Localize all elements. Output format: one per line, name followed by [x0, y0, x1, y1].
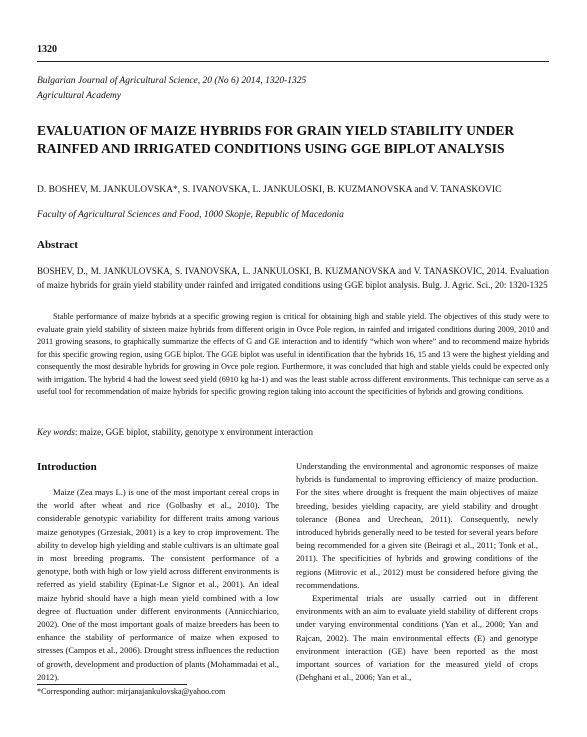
abstract-heading: Abstract: [37, 239, 78, 251]
right-column: [296, 460, 538, 684]
left-column: [37, 460, 279, 684]
journal-citation-line: Bulgarian Journal of Agricultural Science, 20 (No 6) 2014, 1320-1325: [37, 76, 307, 86]
journal-publisher-line: Agricultural Academy: [37, 91, 121, 101]
intro-paragraph-3: Experimental trials are usually carried out in different environments with an aim to evaluate yield stability of different crops under varying environmental conditions (Yan et al., 2000; Yan and Rajcan, 2002). The main environmental effects (E) and genotype environment interaction (GE) have been reported as the most important sources of variation for the measured yield of crops (Dehghani et al., 2006; Yan et al.,: [296, 593, 538, 683]
citation: BOSHEV, D., M. JANKULOVSKA, S. IVANOVSKA, L. JANKULOSKI, B. KUZMANOVSKA and V. TANASKOVIC, 2014. Evaluation of maize hybrids for grain yield stability under rainfed and irrigated conditions using GGE biplot analysis. Bulg. J. Agric. Sci., 20: 1320-1325: [37, 266, 549, 290]
author-list: D. BOSHEV, M. JANKULOVSKA*, S. IVANOVSKA, L. JANKULOSKI, B. KUZMANOVSKA and V. TANASKOVIC: [37, 185, 502, 195]
keywords-label: Key words: [37, 427, 75, 437]
intro-paragraph-2: Understanding the environmental and agronomic responses of maize hybrids is fundamental to improving efficiency of maize production. For the sites where drought is frequent the main objectives of maize breeding, besides yielding capacity, are yield stability and drought tolerance (Bonea and Urechean, 2011). Consequently, newly introduced hybrids generally need to be tested for several years before being recommended for a given site (Beiragi et al., 2011; Tonk et al., 2011). The specificities of hybrids and growing conditions of the regions (Mitrovic et al., 2012) must be considered before giving the recommendations.: [296, 461, 538, 590]
abstract-text: Stable performance of maize hybrids at a specific growing region is critical for obtaining high and stable yield. The objectives of this study were to evaluate grain yield stability of sixteen maize hybrids from different origin in Ovce Pole region, in rainfed and irrigated conditions during 2009, 2010 and 2011 growing seasons, to graphically summarize the effects of G and GE interaction and to identify “which won where” and to recommend maize hybrids for this specific growing region, using GGE biplot. The GGE biplot was useful in identification that the hybrids 16, 15 and 13 were the highest yielding and consequently the most desirable hybrids for growing in Ovce pole region. Furthermore, it was concluded that high and stable yields could be expected only with irrigation. The hybrid 4 had the lowest seed yield (6910 kg ha-1) and was the least stable across different environments. This technique can serve as a useful tool for recommendation of maize hybrids for specific growing region taking into account the specificities of hybrids and growing conditions.: [37, 312, 549, 396]
journal-info: [37, 74, 306, 104]
page-number: 1320: [37, 44, 57, 55]
footnote: *Corresponding author: mirjanajankulovska@yahoo.com: [37, 687, 226, 696]
article-title: EVALUATION OF MAIZE HYBRIDS FOR GRAIN YIELD STABILITY UNDER RAINFED AND IRRIGATED CONDITIONS USING GGE BIPLOT ANALYSIS: [37, 123, 515, 156]
intro-paragraph-1: Maize (Zea mays L.) is one of the most important cereal crops in the world after wheat and rice (Golbashy et al., 2010). The considerable genotypic variability for different traits among various maize genotypes (Grzesiak, 2001) is a key to crop improvement. The ability to develop high yielding and stable cultivars is an ultimate goal in most breeding programs. The consistent performance of a genotype, both with high or low yield across different environments is referred as yield stability (Epinat-Le Signor et al., 2001). An ideal maize hybrid should have a high mean yield combined with a low degree of fluctuation under different environments (Annicchiarico, 2002). One of the most important goals of maize breeders has been to enhance the stability of performance of maize when exposed to stresses (Campos et al., 2006). Drought stress influences the reduction of growth, development and production of plants (Mohammadai et al., 2012).: [37, 487, 279, 682]
keywords-text: : maize, GGE biplot, stability, genotype x environment interaction: [74, 427, 314, 437]
header-rule: [37, 61, 549, 62]
affiliation: Faculty of Agricultural Sciences and Food, 1000 Skopje, Republic of Macedonia: [37, 210, 344, 220]
footnote-rule: [37, 684, 187, 685]
keywords: [37, 427, 549, 437]
introduction-heading: Introduction: [37, 461, 97, 473]
